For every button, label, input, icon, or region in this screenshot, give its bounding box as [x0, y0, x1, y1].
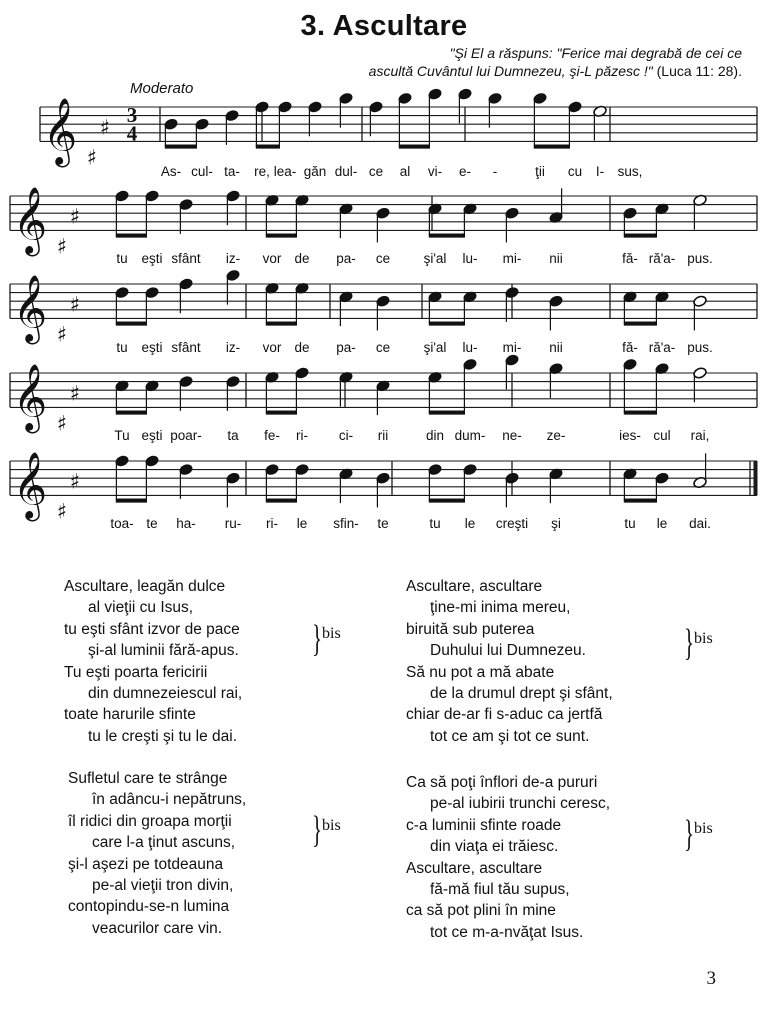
lyric-syllable: pa-: [336, 340, 356, 355]
treble-clef-icon: 𝄞: [42, 96, 78, 165]
stanza-line: tu eşti sfânt izvor de pace: [64, 620, 240, 638]
lyric-syllable: eşti: [141, 428, 163, 443]
lyric-syllable: dul-: [334, 164, 358, 179]
lyric-syllable: eşti: [141, 251, 163, 266]
lyric-syllable: te: [146, 516, 158, 531]
lyric-syllable: le: [656, 516, 668, 531]
lyric-syllable: -: [492, 164, 498, 179]
stanza-3: [68, 768, 246, 939]
lyric-syllable: ne-: [502, 428, 522, 443]
epigraph-line-1: "Şi El a răspuns: "Ferice mai degrabă de cei ce: [449, 45, 742, 61]
repeat-brace: }: [684, 622, 695, 664]
lyric-syllable: ta: [227, 428, 239, 443]
lyric-syllable: creşti: [495, 516, 529, 531]
key-sharp-icon: ♯: [56, 499, 68, 524]
staff-system: [10, 185, 757, 258]
bis-marker: bis: [322, 625, 341, 642]
time-signature-top: 3: [126, 103, 138, 128]
stanza-line: şi-l aşezi pe totdeauna: [68, 855, 224, 873]
lyric-syllable: le: [464, 516, 476, 531]
lyric-syllable: tu: [624, 516, 636, 531]
key-sharp-icon: ♯: [69, 204, 81, 229]
lyric-syllable: ci-: [338, 428, 354, 443]
key-sharp-icon: ♯: [69, 381, 81, 406]
lyric-syllable: fă-: [622, 340, 638, 355]
lyric-syllable: fe-: [264, 428, 280, 443]
lyric-syllable: iz-: [225, 340, 241, 355]
time-signature-bottom: 4: [126, 121, 138, 146]
lyric-syllable: al: [399, 164, 411, 179]
stanza-line: Ca să poţi înflori de-a pururi: [406, 774, 598, 791]
lyric-syllable: ze-: [546, 428, 566, 443]
staff-system: [40, 88, 757, 170]
lyric-syllable: te: [377, 516, 389, 531]
stanza-2: [406, 576, 613, 747]
lyric-syllable: ru-: [224, 516, 242, 531]
lyric-syllable: ce: [375, 340, 391, 355]
bis-marker: bis: [694, 820, 713, 837]
stanza-line: şi-al luminii fără-apus.: [88, 642, 239, 660]
lyric-syllable: re,: [254, 164, 270, 179]
lyric-syllable: şi'al: [423, 251, 447, 266]
lyric-syllable: ce: [375, 251, 391, 266]
stanza-1: [64, 576, 242, 747]
lyric-syllable: nii: [549, 340, 563, 355]
stanza-line: ca să pot plini în mine: [406, 902, 556, 920]
lyric-syllable: sfin-: [333, 516, 359, 531]
stanza-line: Duhului lui Dumnezeu.: [430, 642, 586, 660]
lyric-syllable: pus.: [687, 251, 713, 266]
lyric-syllable: vi-: [427, 164, 443, 179]
lyric-syllable: ies-: [619, 428, 641, 443]
bis-marker: bis: [694, 630, 713, 647]
lyric-syllable: găn: [303, 164, 327, 179]
lyric-syllable: cul: [653, 428, 671, 443]
lyric-syllable: tu: [116, 340, 128, 355]
lyric-syllable: I-: [595, 164, 605, 179]
lyric-syllable: tu: [116, 251, 128, 266]
epigraph-line-2: ascultă Cuvântul lui Dumnezeu, şi-L păzesc !": [368, 63, 653, 79]
repeat-brace: }: [312, 618, 323, 660]
bis-marker: bis: [322, 817, 341, 834]
stanza-line: Sufletul care te strânge: [68, 770, 228, 787]
stanza-line: veacurilor care vin.: [92, 919, 223, 937]
lyric-syllable: ri-: [266, 516, 278, 531]
key-sharp-icon: ♯: [69, 469, 81, 494]
lyric-syllable: ce: [368, 164, 384, 179]
stanza-line: care l-a ţinut ascuns,: [92, 834, 236, 852]
stanza-line: chiar de-ar fi s-aduc ca jertfă: [406, 706, 603, 724]
lyric-syllable: şi'al: [423, 340, 447, 355]
final-barline: [754, 461, 758, 495]
staff-system: [10, 354, 757, 436]
repeat-brace: }: [684, 813, 695, 855]
lyric-syllable: ha-: [176, 516, 196, 531]
stanza-line: biruită sub puterea: [406, 620, 535, 638]
lyric-syllable: de: [294, 340, 310, 355]
lyric-syllable: ri-: [296, 428, 308, 443]
epigraph-reference: (Luca 11: 28).: [656, 63, 742, 79]
treble-clef-icon: 𝄞: [12, 362, 48, 431]
stanza-line: în adâncu-i nepătruns,: [92, 791, 247, 809]
lyric-syllable: lu-: [462, 340, 478, 355]
stanza-line: al vieţii cu Isus,: [88, 599, 194, 617]
key-sharp-icon: ♯: [86, 145, 98, 170]
treble-clef-icon: 𝄞: [12, 450, 48, 519]
lyric-syllable: iz-: [225, 251, 241, 266]
stanza-line: pe-al iubirii trunchi ceresc,: [430, 795, 611, 813]
staff-system: [10, 269, 757, 347]
lyric-syllable: poar-: [170, 428, 202, 443]
stanza-line: Ascultare, ascultare: [406, 578, 543, 595]
stanza-line: pe-al vieţii tron divin,: [92, 877, 234, 895]
stanza-line: c-a luminii sfinte roade: [406, 816, 562, 834]
lyric-syllable: toa-: [110, 516, 134, 531]
stanza-4: [406, 772, 610, 943]
lyric-syllable: ta-: [224, 164, 240, 179]
lyric-syllable: sfânt: [171, 251, 201, 266]
repeat-brace: }: [312, 809, 323, 851]
lyric-syllable: tu: [429, 516, 441, 531]
lyric-syllable: e-: [458, 164, 472, 179]
song-title: 3. Ascultare: [300, 10, 468, 42]
lyric-syllable: nii: [549, 251, 563, 266]
lyric-syllable: le: [296, 516, 308, 531]
stanza-line: toate harurile sfinte: [64, 706, 196, 724]
key-sharp-icon: ♯: [56, 322, 68, 347]
stanza-line: Ascultare, leagăn dulce: [64, 578, 226, 595]
stanza-line: tot ce am şi tot ce sunt.: [430, 727, 590, 745]
lyric-syllable: eşti: [141, 340, 163, 355]
treble-clef-icon: 𝄞: [12, 273, 48, 342]
lyric-syllable: sus,: [617, 164, 643, 179]
key-sharp-icon: ♯: [56, 234, 68, 259]
treble-clef-icon: 𝄞: [12, 185, 48, 254]
lyric-syllable: rai,: [690, 428, 710, 443]
lyric-syllable: sfânt: [171, 340, 201, 355]
page-number: 3: [706, 968, 716, 989]
stanza-line: Să nu pot a mă abate: [406, 663, 555, 681]
lyric-syllable: Tu: [114, 428, 130, 443]
lyric-syllable: cu: [567, 164, 583, 179]
lyric-syllable: dai.: [689, 516, 711, 531]
lyric-syllable: vor: [262, 251, 282, 266]
lyric-syllable: vor: [262, 340, 282, 355]
stanza-line: din dumnezeiescul rai,: [88, 685, 243, 703]
stanza-line: de la drumul drept şi sfânt,: [430, 685, 613, 703]
staff-system: [10, 450, 758, 523]
lyric-syllable: rii: [377, 428, 389, 443]
tempo-marking: Moderato: [130, 80, 194, 97]
stanza-line: tu le creşti şi tu le dai.: [88, 727, 238, 745]
key-sharp-icon: ♯: [69, 292, 81, 317]
lyric-syllable: mi-: [502, 251, 522, 266]
lyric-syllable: pus.: [687, 340, 713, 355]
lyric-syllable: fă-: [622, 251, 638, 266]
lyric-syllable: de: [294, 251, 310, 266]
lyric-syllable: cul-: [191, 164, 213, 179]
stanza-line: fă-mă fiul tău supus,: [430, 881, 570, 899]
stanza-line: contopindu-se-n lumina: [68, 898, 230, 916]
lyric-syllable: ră'a-: [648, 340, 676, 355]
lyric-syllable: din: [425, 428, 445, 443]
key-sharp-icon: ♯: [56, 411, 68, 436]
lyric-syllable: lu-: [462, 251, 478, 266]
lyric-syllable: pa-: [336, 251, 356, 266]
stanza-line: din viaţa ei trăiesc.: [430, 838, 559, 856]
lyric-syllable: lea-: [273, 164, 297, 179]
lyric-syllable: mi-: [502, 340, 522, 355]
lyric-syllable: şi: [551, 516, 561, 531]
lyric-syllable: dum-: [454, 428, 486, 443]
stanza-line: îl ridici din groapa morţii: [68, 812, 232, 830]
stanza-line: ţine-mi inima mereu,: [430, 599, 571, 617]
lyric-syllable: As-: [160, 164, 182, 179]
stanza-line: tot ce m-a-nvăţat Isus.: [430, 923, 584, 941]
stanza-line: Ascultare, ascultare: [406, 859, 543, 877]
lyric-syllable: ră'a-: [648, 251, 676, 266]
key-sharp-icon: ♯: [99, 115, 111, 140]
lyric-syllable: ţii: [535, 164, 545, 179]
stanza-line: Tu eşti poarta fericirii: [64, 663, 208, 681]
